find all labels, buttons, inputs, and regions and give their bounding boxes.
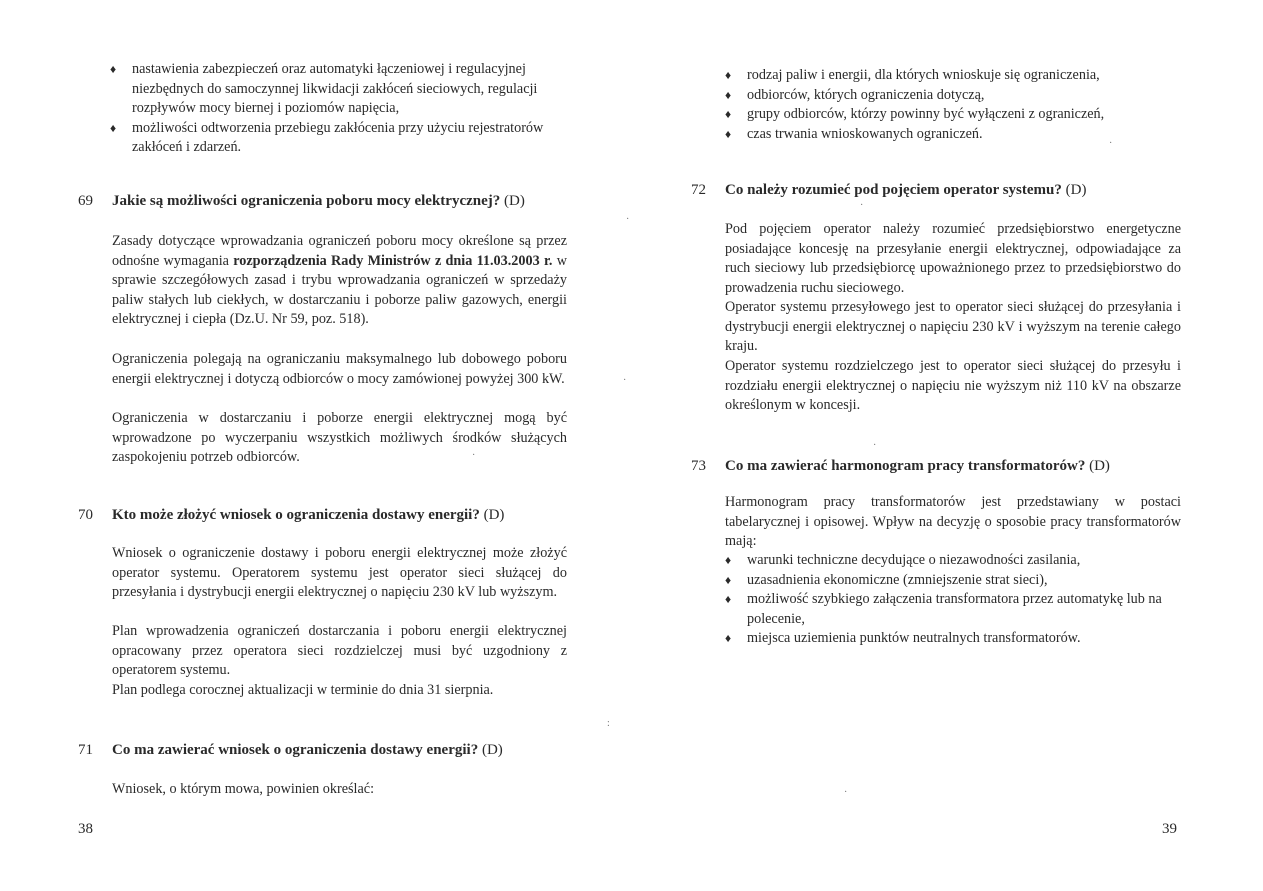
list-item: ♦ warunki techniczne decydujące o niezawodności zasilania, xyxy=(725,551,1185,571)
question-text: Jakie są możliwości ograniczenia poboru mocy elektrycznej? xyxy=(112,193,501,209)
list-item: ♦ rodzaj paliw i energii, dla których wnioskuje się ograniczenia, xyxy=(725,66,1185,86)
bullet-diamond-icon: ♦ xyxy=(725,592,732,607)
q71-paragraph-1: Wniosek, o którym mowa, powinien określać: xyxy=(112,781,375,797)
q72-paragraph-2: Operator systemu przesyłowego jest to operator sieci służącej do przesyłania i dystrybucji energii elektrycznej o napięciu 230 kV i wyższym na terenie całego kraju. xyxy=(725,299,1181,355)
scan-speck: · xyxy=(623,375,627,386)
bullet-diamond-icon: ♦ xyxy=(110,120,117,135)
scan-speck: · xyxy=(626,214,630,225)
bullet-diamond-icon: ♦ xyxy=(725,68,732,82)
list-item: ♦ czas trwania wnioskowanych ograniczeń. xyxy=(725,125,1185,145)
page-number-right: 39 xyxy=(1162,821,1177,837)
q70-paragraph-3: Plan podlega corocznej aktualizacji w terminie do dnia 31 sierpnia. xyxy=(112,682,494,698)
q70-paragraph-1: Wniosek o ograniczenie dostawy i poboru energii elektrycznej może złożyć operator systemu. Operatorem systemu jest operator sieci służącej do przesyłania i dystrybucji energii elektrycznej o napięciu 230 kV lub wyższym. xyxy=(112,545,567,601)
list-item: ♦ miejsca uziemienia punktów neutralnych transformatorów. xyxy=(725,629,1185,649)
top-bullet-list-left xyxy=(110,60,568,158)
question-number: 69 xyxy=(78,193,93,209)
q69-paragraph-3: Ograniczenia w dostarczaniu i poborze energii elektrycznej mogą być wprowadzone po wyczerpaniu wszystkich możliwych środków służących zaspokojeniu potrzeb odbiorców. xyxy=(112,410,567,466)
list-item: ♦ nastawienia zabezpieczeń oraz automatyki łączeniowej i regulacyjnej niezbędnych do samoczynnej likwidacji zakłóceń sieciowych, regulacji rozpływów mocy biernej i poziomów napięcia, xyxy=(110,61,538,117)
question-text: Kto może złożyć wniosek o ograniczenia dostawy energii? xyxy=(112,507,480,523)
question-text: Co ma zawierać wniosek o ograniczenia dostawy energii? xyxy=(112,742,479,758)
q73-paragraph-1: Harmonogram pracy transformatorów jest przedstawiany w postaci tabelarycznej i opisowej. Wpływ na decyzję o sposobie pracy transformatorów mają: xyxy=(725,494,1181,550)
bullet-diamond-icon: ♦ xyxy=(725,107,732,122)
question-text: Co należy rozumieć pod pojęciem operator systemu? xyxy=(725,182,1062,198)
bullet-diamond-icon: ♦ xyxy=(725,126,732,141)
q73-bullet-list xyxy=(725,551,1185,649)
list-item: ♦ grupy odbiorców, którzy powinny być wyłączeni z ograniczeń, xyxy=(725,105,1185,125)
q70-paragraph-2: Plan wprowadzenia ograniczeń dostarczania i poboru energii elektrycznej opracowany przez operatora sieci rozdzielczej musi być uzgodniony z operatorem systemu. xyxy=(112,623,567,679)
question-text: Co ma zawierać harmonogram pracy transformatorów? xyxy=(725,458,1086,474)
q72-paragraph-3: Operator systemu rozdzielczego jest to operator sieci służącej do przesyłu i rozdziału energii elektrycznej o napięciu nie wyższym niż 110 kV na obszarze określonym w koncesji. xyxy=(725,358,1181,414)
list-item: ♦ możliwość szybkiego załączenia transformatora przez automatykę lub na polecenie, xyxy=(725,591,1162,627)
question-number: 71 xyxy=(78,742,93,758)
list-item: ♦ możliwości odtworzenia przebiegu zakłócenia przy użyciu rejestratorów zakłóceń i zdarzeń. xyxy=(110,119,544,156)
bullet-diamond-icon: ♦ xyxy=(110,62,117,76)
right-page xyxy=(631,0,1263,891)
scan-speck: : xyxy=(607,718,610,729)
bullet-diamond-icon: ♦ xyxy=(725,553,732,567)
left-page xyxy=(0,0,631,891)
scan-speck: · xyxy=(860,200,864,211)
q72-paragraph-1: Pod pojęciem operator należy rozumieć przedsiębiorstwo energetyczne posiadające koncesję na przesyłanie energii elektrycznej, odpowiadające za ruch sieciowy lub przedsiębiorcę upoważnionego przez to przedsiębiorstwo do prowadzenia ruchu sieciowego. xyxy=(725,221,1181,296)
question-number: 73 xyxy=(691,458,706,474)
question-tag: (D) xyxy=(1089,458,1110,474)
scan-speck: · xyxy=(873,440,877,451)
question-tag: (D) xyxy=(1065,182,1087,198)
question-tag: (D) xyxy=(483,507,505,523)
scan-speck: · xyxy=(1109,138,1113,149)
top-bullet-list-right xyxy=(725,66,1185,144)
scan-speck: · xyxy=(472,450,476,461)
bullet-diamond-icon: ♦ xyxy=(725,87,732,102)
list-item: ♦ uzasadnienia ekonomiczne (zmniejszenie strat sieci), xyxy=(725,571,1185,591)
q69-paragraph-1: Zasady dotyczące wprowadzania ograniczeń poboru mocy określone są przez odnośne wymagania rozporządzenia Rady Ministrów z dnia 11.03.2003 r. w sprawie szczegółowych zasad i trybu wprowadzania ograniczeń w sprzedaży paliw stałych lub ciekłych, w dostarczaniu i poborze paliw gazowych, energii elektrycznej i ciepła (Dz.U. Nr 59, poz. 518). xyxy=(112,233,568,328)
question-number: 72 xyxy=(691,182,706,198)
bullet-diamond-icon: ♦ xyxy=(725,572,732,587)
bullet-diamond-icon: ♦ xyxy=(725,631,732,646)
question-number: 70 xyxy=(78,507,93,523)
list-item: ♦ odbiorców, których ograniczenia dotyczą, xyxy=(725,86,1185,106)
question-tag: (D) xyxy=(504,193,525,209)
q69-paragraph-2: Ograniczenia polegają na ograniczaniu maksymalnego lub dobowego poboru energii elektrycznej i dotyczą odbiorców o mocy zamówionej powyżej 300 kW. xyxy=(112,351,567,387)
scan-speck: · xyxy=(844,787,848,798)
page-number-left: 38 xyxy=(78,821,93,837)
question-tag: (D) xyxy=(481,742,503,758)
